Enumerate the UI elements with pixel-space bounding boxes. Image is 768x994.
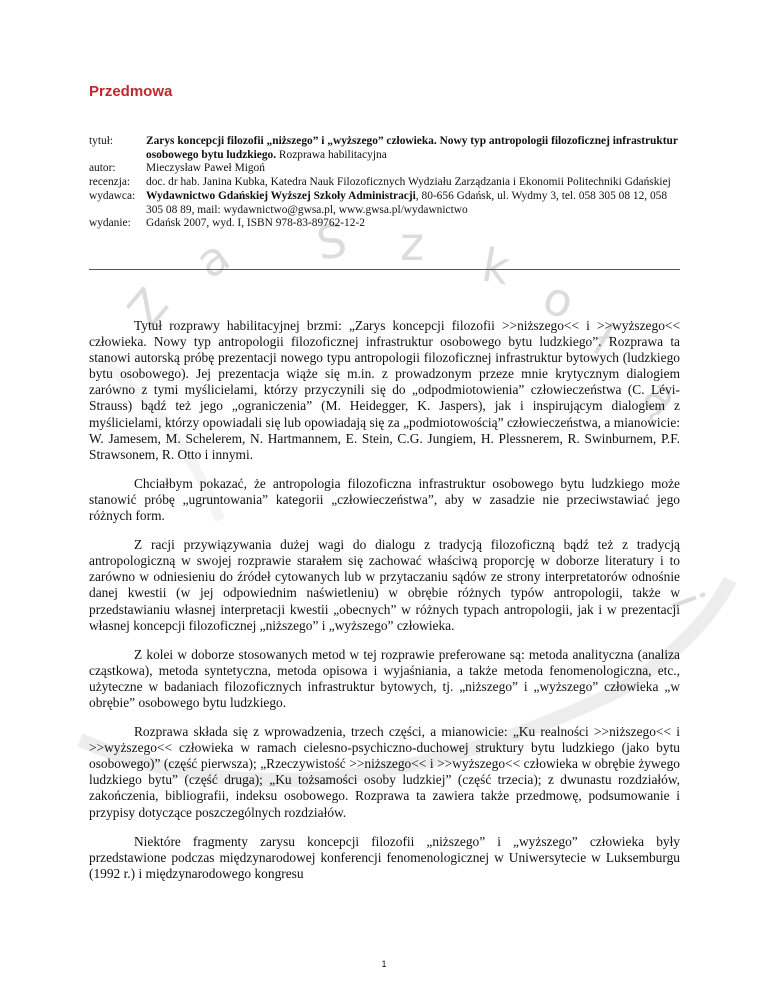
watermark-letter: ł xyxy=(584,312,623,367)
divider-line xyxy=(89,269,680,270)
meta-author-row xyxy=(89,162,680,176)
page-number: 1 xyxy=(381,959,387,969)
body-text xyxy=(89,318,680,895)
page-heading: Przedmowa xyxy=(89,83,173,100)
watermark-letter: a xyxy=(185,228,240,290)
watermark-letter: Z xyxy=(117,278,179,338)
meta-author-label: autor: xyxy=(89,162,116,175)
paragraph: Z kolei w doborze stosowanych metod w tej rozprawie preferowane są: metoda analityczna (analiza cząstkowa), metoda syntetyczna, metoda opisowa i wyjaśniania, a także metoda fenomenologiczna, etc., użyteczne w badaniach filozoficznych infrastruktur bytowych, tj. „niższego” i „wyższego” człowieka „w obrębie” osobowego bytu ludzkiego. xyxy=(89,646,680,710)
watermark-letter: i xyxy=(659,585,715,616)
meta-publisher-label: wydawca: xyxy=(89,189,136,202)
meta-title-rest: Rozprawa habilitacyjna xyxy=(276,148,387,161)
meta-title-row xyxy=(89,135,680,162)
meta-publisher-value xyxy=(146,190,680,217)
meta-publisher-rest: , 80-656 Gdańsk, ul. Wydmy 3, tel. 058 305 08 12, 058 305 08 89, mail: wydawnictwo@gwsa.pl, www.gwsa.pl/wydawnictwo xyxy=(146,189,668,216)
watermark-letter: z xyxy=(400,220,425,271)
meta-title-value xyxy=(146,135,680,162)
meta-edition-label: wydanie: xyxy=(89,217,131,230)
paragraph: Niektóre fragmenty zarysu koncepcji filozofii „niższego” i „wyższego” człowieka były przedstawione podczas międzynarodowej konferencji fenomenologicznej w Uniwersytecie w Luksemburgu (1992 r.) i międzynarodowego kongresu xyxy=(89,833,680,881)
publication-metadata xyxy=(89,135,680,231)
paragraph: Tytuł rozprawy habilitacyjnej brzmi: „Zarys koncepcji filozofii >>niższego<< i >>wyższego<< człowieka. Nowy typ antropologii filozoficznej infrastruktur osobowego bytu ludzkiego”. Rozprawa ta stanowi autorską próbę prezentacji nowego typu antropologii filozoficznej infrastruktur bytowych (ludzkiego bytu osobowego). Jej prezentacja wiąże się m.in. z prowadzonym przeze mnie krytycznym dialogiem zarówno z tymi myślicielami, którzy przyczynili się do „odpodmiotowienia” człowieczeństwa (C. Lévi-Strauss) bądź też jego „ograniczenia” (M. Heidegger, K. Jaspers), jak i inspirującym dialogiem z myślicielami, którzy opowiadali się lub opowiadają się za „podmiotowością” człowieczeństwa, a mianowicie: W. Jamesem, M. Schelerem, N. Hartmannem, E. Stein, C.G. Jungiem, H. Plessnerem, R. Swinburnem, P.F. Strawsonem, R. Otto i innymi. xyxy=(89,318,680,462)
meta-review-value: doc. dr hab. Janina Kubka, Katedra Nauk Filozoficznych Wydziału Zarządzania i Ekonomii Politechniki Gdańskiej xyxy=(146,176,671,189)
paragraph: Rozprawa składa się z wprowadzenia, trzech części, a mianowicie: „Ku realności >>niższego<< i >>wyższego<< człowieka w ramach cielesno-psychiczno-duchowej struktury bytu ludzkiego (jako bytu osobowego)” (część pierwsza); „Rzeczywistość >>niższego<< i >>wyższego<< człowieka w obrębie żywego ludzkiego bytu” (część druga); „Ku tożsamości osoby ludzkiej” (część trzecia); z dwunastu rozdziałów, zakończenia, bibliografii, indeksu osobowego. Rozprawa ta zawiera także przedmowę, podsumowanie i przypisy dotyczące poszczególnych rozdziałów. xyxy=(89,724,680,820)
meta-title-bold: Zarys koncepcji filozofii „niższego” i „wyższego” człowieka. Nowy typ antropologii filozoficznej infrastruktur osobowego bytu ludzkiego. xyxy=(146,135,678,161)
meta-review-label: recenzja: xyxy=(89,176,131,189)
meta-title-label: tytuł: xyxy=(89,135,114,147)
watermark-letter: S xyxy=(312,220,351,271)
paragraph: Chciałbym pokazać, że antropologia filozoficzna infrastruktur osobowego bytu ludzkiego może stanowić próbę „ugruntowania” kategorii „człowieczeństwa”, aby w zasadzie nie przeciwstawiać jego różnych form. xyxy=(89,475,680,524)
meta-edition-value: Gdańsk 2007, wyd. I, ISBN 978-83-89762-12-2 xyxy=(146,217,365,230)
watermark-letter: k xyxy=(478,237,514,296)
watermark-letter: ą xyxy=(632,367,690,427)
meta-publisher-row xyxy=(89,190,680,217)
meta-author-value: Mieczysław Paweł Migoń xyxy=(146,162,265,175)
paragraph: Z racji przywiązywania dużej wagi do dialogu z tradycją filozoficzną bądź też z tradycją antropologiczną w swojej rozprawie starałem się zachować właściwą proporcję w doborze literatury i to zarówno w odniesieniu do źródeł cytowanych lub w przytaczaniu sądów ze strony interpretatorów odnośnie danej kwestii (w jej odpowiednim naświetleniu) w obrębie różnych typów antropologii, także w przedstawianiu własnej interpretacji kwestii „obecnych” w różnych typach antropologii, jak i w prezentacji własnej koncepcji filozoficznej „niższego” i „wyższego” człowieka. xyxy=(89,537,680,633)
meta-publisher-bold: Wydawnictwo Gdańskiej Wyższej Szkoły Administracji xyxy=(146,189,416,202)
watermark-letter: o xyxy=(536,269,582,330)
meta-review-row xyxy=(89,176,680,190)
meta-edition-row xyxy=(89,217,680,231)
